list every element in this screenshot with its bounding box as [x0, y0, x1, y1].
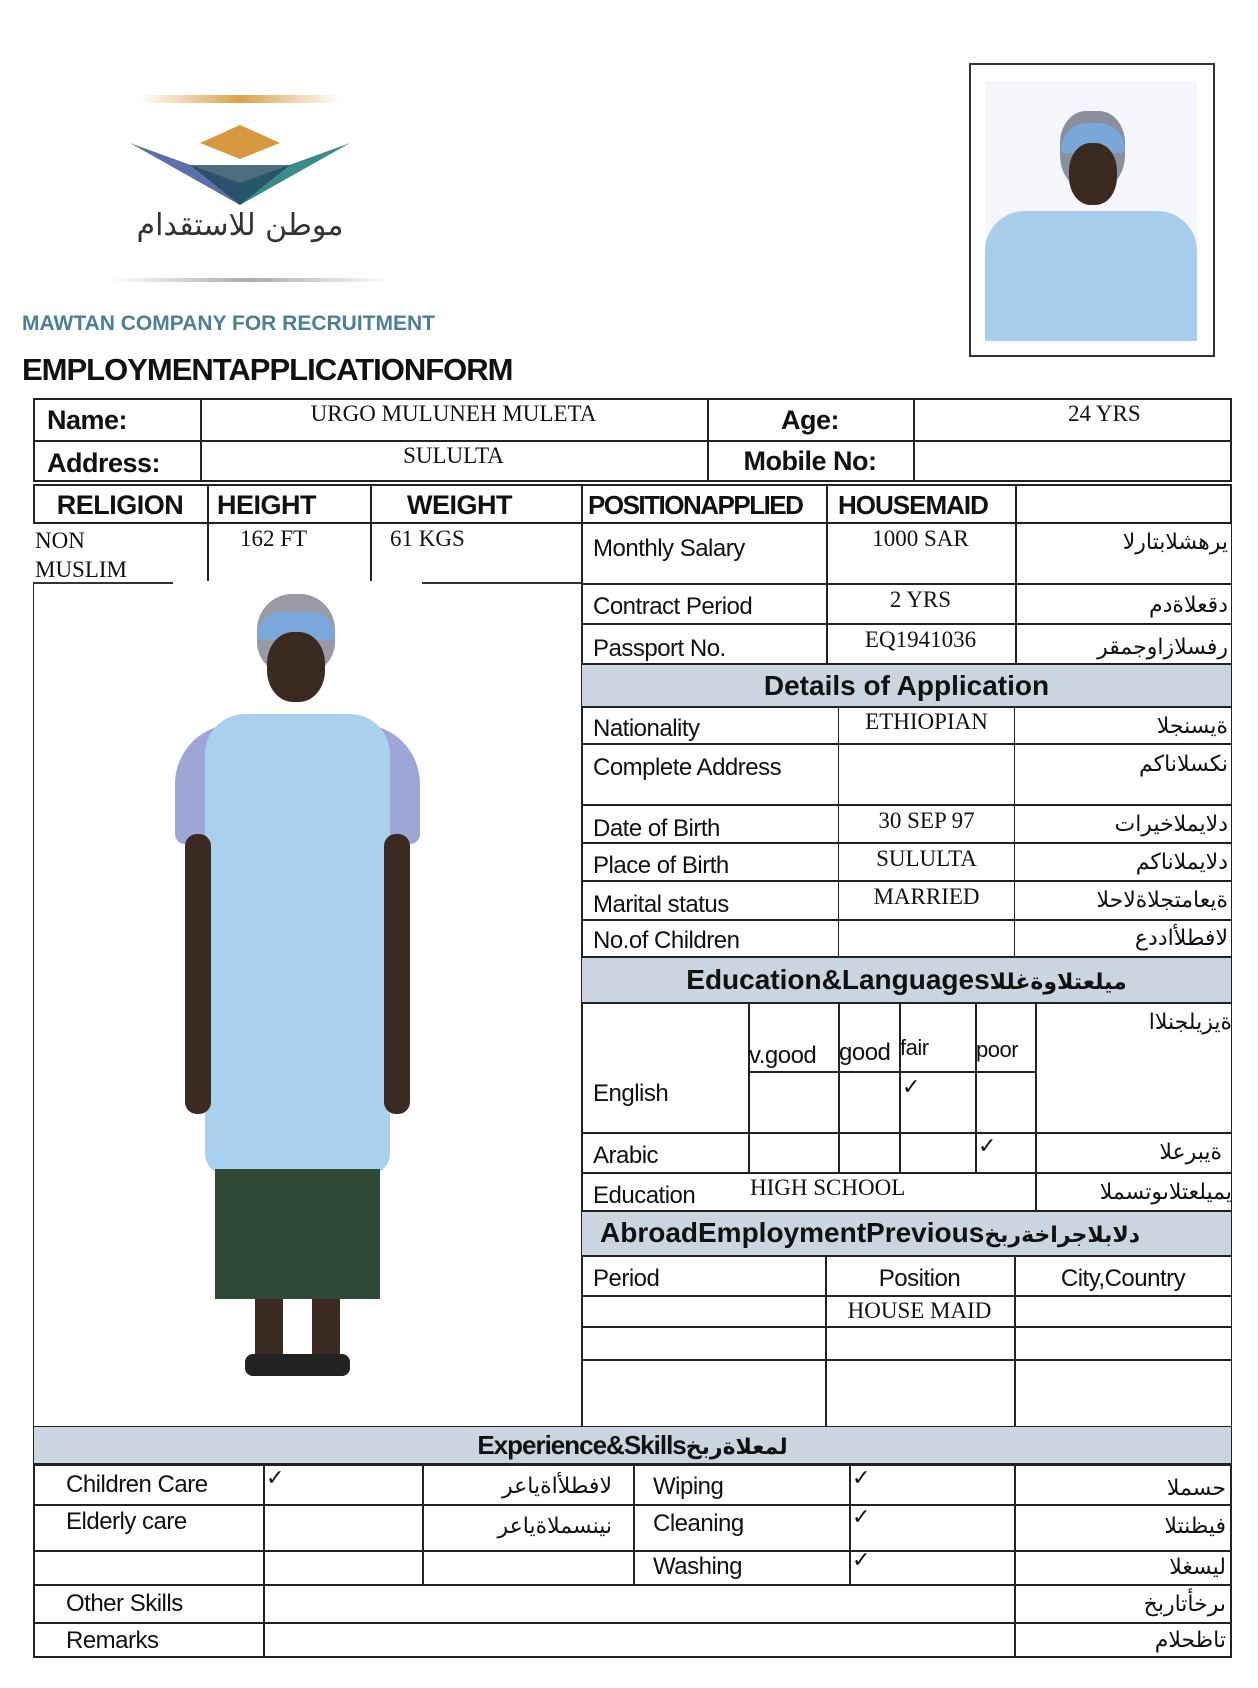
english-fair-checkmark[interactable]: ✓ [902, 1075, 921, 1100]
name-label: Name: [47, 405, 128, 435]
education-label: Education [593, 1182, 696, 1209]
company-name: MAWTAN COMPANY FOR RECRUITMENT [22, 312, 435, 335]
religion-header: RELIGION [56, 490, 184, 520]
address-label: Address: [47, 448, 161, 478]
remarks-label: Remarks [66, 1627, 159, 1654]
education-header: Education&Languagesميلعتلاوةغللا [581, 957, 1232, 1003]
age-label: Age: [781, 405, 839, 435]
other-skills-ar: ىرخأتاربخ [1143, 1592, 1226, 1617]
age-value[interactable]: 24 YRS [1068, 401, 1141, 426]
english-label: English [593, 1080, 669, 1107]
abroad-col-period: Period [593, 1265, 660, 1292]
abroad-col-city: City,Country [1060, 1265, 1186, 1292]
passport-photo [969, 63, 1215, 357]
religion-value[interactable]: NON MUSLIM [35, 528, 128, 582]
level-fair: fair [900, 1035, 929, 1060]
abroad-header: AbroadEmploymentPreviousدلابلاجراخةربخ [581, 1211, 1232, 1256]
form-title: EMPLOYMENTAPPLICATIONFORM [22, 352, 513, 387]
other-skills-label: Other Skills [66, 1590, 183, 1617]
height-header: HEIGHT [217, 490, 317, 520]
position-value[interactable]: HOUSEMAID [838, 490, 988, 520]
full-body-photo [175, 594, 420, 1384]
address-value[interactable]: SULULTA [403, 443, 504, 468]
education-ar: يميلعتلاىوتسملا [1099, 1180, 1232, 1205]
arabic-ar: ةيبرعلا [1159, 1140, 1222, 1165]
company-logo [120, 95, 370, 285]
mobile-label: Mobile No: [743, 446, 877, 476]
height-value[interactable]: 162 FT [240, 526, 308, 551]
abroad-col-position: Position [878, 1265, 961, 1292]
details-header: Details of Application [581, 664, 1232, 707]
arabic-label: Arabic [593, 1142, 659, 1169]
remarks-ar: تاظحلام [1154, 1628, 1226, 1653]
abroad-row-position[interactable]: HOUSE MAID [847, 1298, 992, 1323]
arabic-poor-checkmark[interactable]: ✓ [978, 1134, 997, 1159]
weight-header: WEIGHT [407, 490, 512, 520]
logo-mark-icon [130, 125, 350, 205]
level-good: good [839, 1039, 891, 1066]
education-value[interactable]: HIGH SCHOOL [750, 1175, 906, 1200]
name-value[interactable]: URGO MULUNEH MULETA [310, 401, 597, 426]
level-vgood: v.good [749, 1042, 817, 1069]
weight-value[interactable]: 61 KGS [390, 526, 465, 551]
level-poor: poor [976, 1037, 1019, 1062]
position-applied-header: POSITIONAPPLIED [588, 490, 803, 520]
skills-header: Experience&Skillsلمعلاةربخ [33, 1426, 1232, 1464]
logo-arabic-text: موطن للاستقدام [136, 208, 344, 243]
english-ar: ةيزيلجنلاا [1148, 1010, 1232, 1035]
